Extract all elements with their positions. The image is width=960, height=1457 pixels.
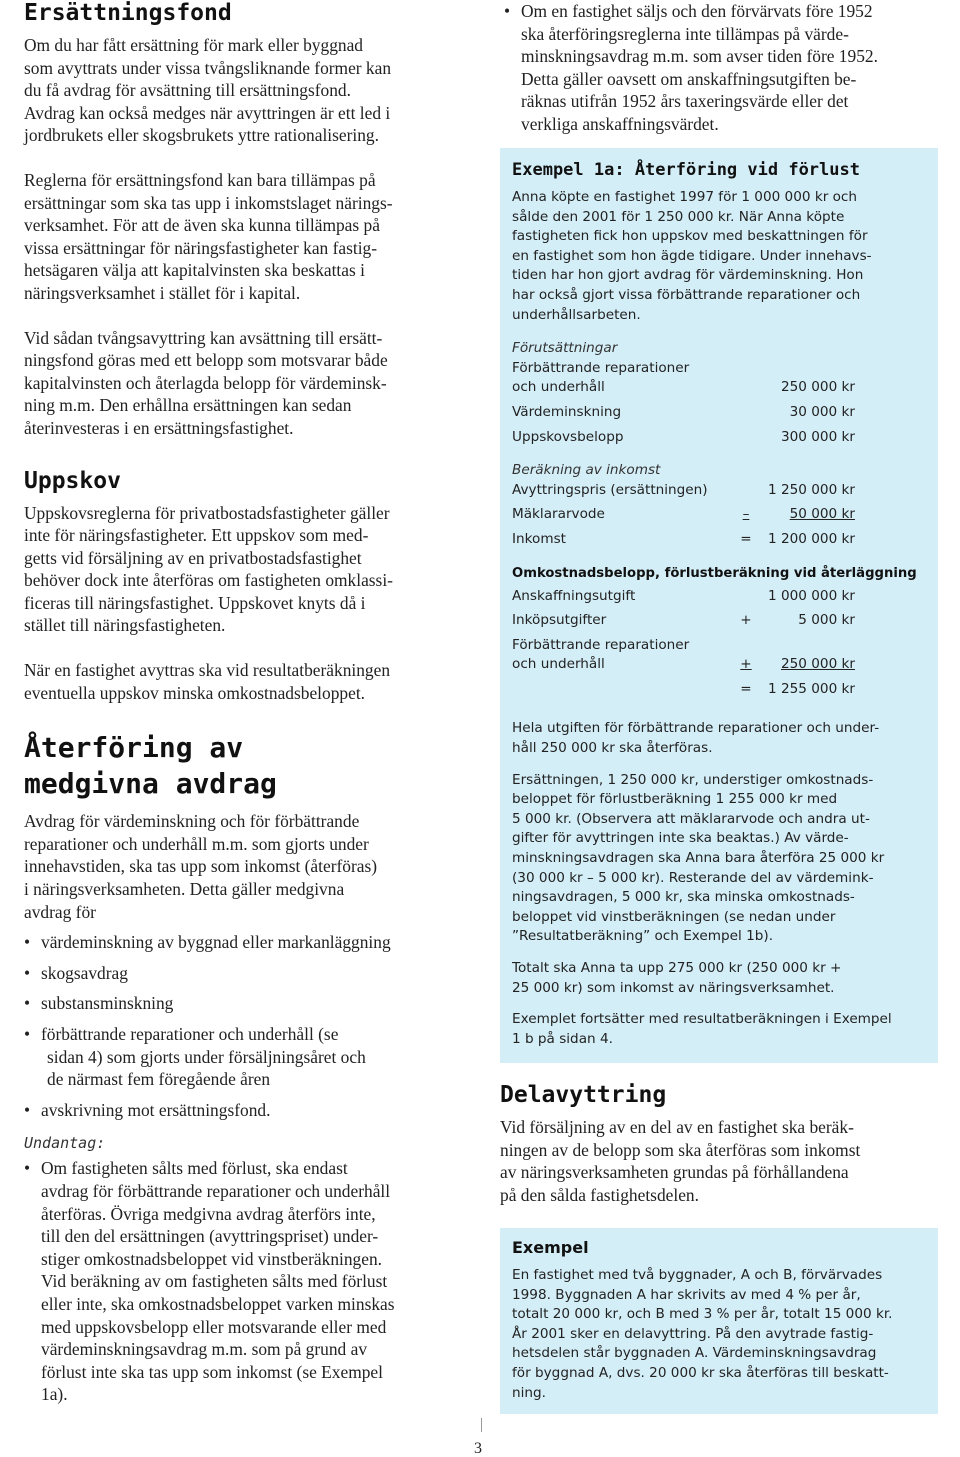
table-row: Förbättrande reparationer [512,359,690,376]
example-delavyttring-text: En fastighet med två byggnader, A och B, förvärvades 1998. Byggnaden A har skrivits av med 4 % per år, totalt 20 000 kr, och B med 3 % per år, totalt 15 000 kr. År 2001 sker en delavyttring. På den avytrade fastig- hetsdelen står byggnaden A. Värdeminskningsavdrag för byggnad A, dvs. 20 000 kr ska återföras till beskatt- ning. [512,1267,893,1401]
berakning-label: Beräkning av inkomst [512,462,661,479]
example-delavyttring-title: Exempel [512,1238,589,1257]
forutsattningar-label: Förutsättningar [512,340,618,357]
example-delavyttring-box [500,1228,938,1414]
right-column-top [500,0,940,136]
table-row: Inköpsutgifter + 5 000 kr [512,612,855,629]
heading-uppskov: Uppskov [24,467,121,494]
page-number: 3 [474,1440,482,1457]
undantag-bullet-list [24,1157,464,1406]
paragraph-tvangsavyttring: Vid sådan tvångsavyttring kan avsättning till ersätt- ningsfond göras med ett belopp som motsvarar både kapitalvinsten och återlagda belopp för värdeminsk- ning m.m. Den erhållna ersättningen kan sedan återinvesteras i en ersättningsfastighet. [24,327,388,438]
delavyttring-section [500,1082,940,1206]
right-top-bullet-list [504,0,940,136]
berakning-table [512,481,926,550]
list-item: • förbättrande reparationer och underhåll (se sidan 4) som gjorts under försäljningsåret och de närmast fem föregående åren [24,1023,464,1091]
paragraph-ersattningsfond-intro: Om du har fått ersättning för mark eller byggnad som avyttrats under vissa tvångsliknande former kan du få avdrag för avsättning till ersättningsfond. Avdrag kan också medges när avyttringen är ett led i jordbrukets eller skogsbrukets yttre rationalisering. [24,35,392,146]
forutsattningar-table [512,359,926,447]
table-row: och underhåll 250 000 kr [512,379,855,396]
table-row: Inkomst = 1 200 000 kr [512,530,855,547]
table-row: Anskaffningsutgift 1 000 000 kr [512,587,855,604]
paragraph-fortsatter: Exemplet fortsätter med resultatberäkningen i Exempel 1 b på sidan 4. [512,1011,892,1047]
table-row: Uppskovsbelopp 300 000 kr [512,428,855,445]
heading-delavyttring: Delavyttring [500,1082,667,1108]
list-item: • värdeminskning av byggnad eller markanläggning [24,931,464,954]
list-item: • skogsavdrag [24,962,464,985]
table-row: Avyttringspris (ersättningen) 1 250 000 kr [512,481,855,498]
table-row: = 1 255 000 kr [740,680,855,697]
heading-aterforing: Återföring av medgivna avdrag [24,731,277,801]
table-row: Värdeminskning 30 000 kr [512,403,855,420]
paragraph-uppskov: Uppskovsreglerna för privatbostadsfastigheter gäller inte för näringsfastigheter. Ett uppskov som med- getts vid försäljning av en privatbostadsfastighet behöver dock inte återföras om fastigheten omklassi- ficeras till näringsfastighet. Uppskovet knyts då i stället till näringsfastigheten. [24,502,393,636]
table-row: Förbättrande reparationer [512,636,690,653]
list-item: • substansminskning [24,992,464,1015]
omkostnadsbelopp-table [512,587,926,700]
table-row: och underhåll + 250 000 kr [512,656,855,673]
omkostnadsbelopp-title: Omkostnadsbelopp, förlustberäkning vid återläggning [512,565,917,581]
table-row: Mäklararvode – 50 000 kr [512,506,855,523]
example-1a-intro: Anna köpte en fastighet 1997 för 1 000 000 kr och sålde den 2001 för 1 250 000 kr. När Anna köpte fastigheten fick hon uppskov med beskattningen för en fastighet som hon ägde tidigare. Under innehavs- tiden har hon gjort avdrag för värdeminskning. Hon har också gjort vissa förbättrande reparationer och underhållsarbeten. [512,189,872,323]
paragraph-ersattningen: Ersättningen, 1 250 000 kr, understiger omkostnads- beloppet för förlustberäkning 1 255 000 kr med 5 000 kr. (Observera att mäklararvode och andra ut- gifter för avyttringen inte ska beaktas.) Av värde- minskningsavdragen ska Anna bara återföra 25 000 kr (30 000 kr – 5 000 kr). Resterande del av värdemink- ningsavdragen, 5 000 kr, ska minska omkostnads- beloppet vid vinstberäkningen (se nedan under ”Resultatberäkning” och Exempel 1b). [512,771,885,945]
left-column [24,0,464,1406]
undantag-label: Undantag: [24,1134,106,1153]
paragraph-totalt: Totalt ska Anna ta upp 275 000 kr (250 000 kr + 25 000 kr) som inkomst av näringsverksamhet. [512,960,842,996]
list-item: • avskrivning mot ersättningsfond. [24,1099,464,1122]
paragraph-hela-utgiften: Hela utgiften för förbättrande reparationer och under- håll 250 000 kr ska återföras. [512,720,880,757]
column-divider [481,1418,482,1432]
paragraph-resultatberakning: När en fastighet avyttras ska vid resultatberäkningen eventuella uppskov minska omkostnadsbeloppet. [24,660,391,703]
paragraph-avdrag: Avdrag för värdeminskning och för förbättrande reparationer och underhåll m.m. som gjorts under innehavstiden, ska tas upp som inkomst (återföras) i näringsverksamheten. Detta gäller medgivna avdrag för [24,811,378,922]
paragraph-regler: Reglerna för ersättningsfond kan bara tillämpas på ersättningar som ska tas upp i inkomstslaget närings- verksamhet. För att de även ska kunna tillämpas på vissa ersättningar för näringsfastigheter kan fastig- hetsägaren välja att kapitalvinsten ska beskattas i näringsverksamhet i stället för i kapital. [24,169,393,303]
list-item: • Om fastigheten sålts med förlust, ska endast avdrag för förbättrande reparationer och underhåll återföras. Övriga medgivna avdrag återförs inte, till den del ersättningen (avyttringspriset) under- stiger omkostnadsbeloppet vid vinstberäkningen. Vid beräkning av om fastigheten sålts med förlust eller inte, ska omkostnadsbeloppet varken minskas med uppskovsbelopp eller motsvarande eller med värdeminskningsavdrag m.m. som på grund av förlust inte ska tas upp som inkomst (se Exempel 1a). [24,1157,464,1406]
avdrag-bullet-list [24,931,464,1121]
example-1a-box [500,148,938,1063]
example-1a-title: Exempel 1a: Återföring vid förlust [512,160,860,180]
paragraph-delavyttring: Vid försäljning av en del av en fastighet ska beräk- ningen av de belopp som ska återföras som inkomst av näringsverksamheten grundas på förhållandena på den sålda fastighetsdelen. [500,1117,861,1205]
heading-ersattningsfond: Ersättningsfond [24,0,232,26]
list-item: • Om en fastighet säljs och den förvärvats före 1952 ska återföringsreglerna inte tillämpas på värde- minskningsavdrag m.m. som avser tiden före 1952. Detta gäller oavsett om anskaffningsutgiften be- räknas utifrån 1952 års taxeringsvärde eller det verkliga anskaffningsvärdet. [504,0,940,136]
